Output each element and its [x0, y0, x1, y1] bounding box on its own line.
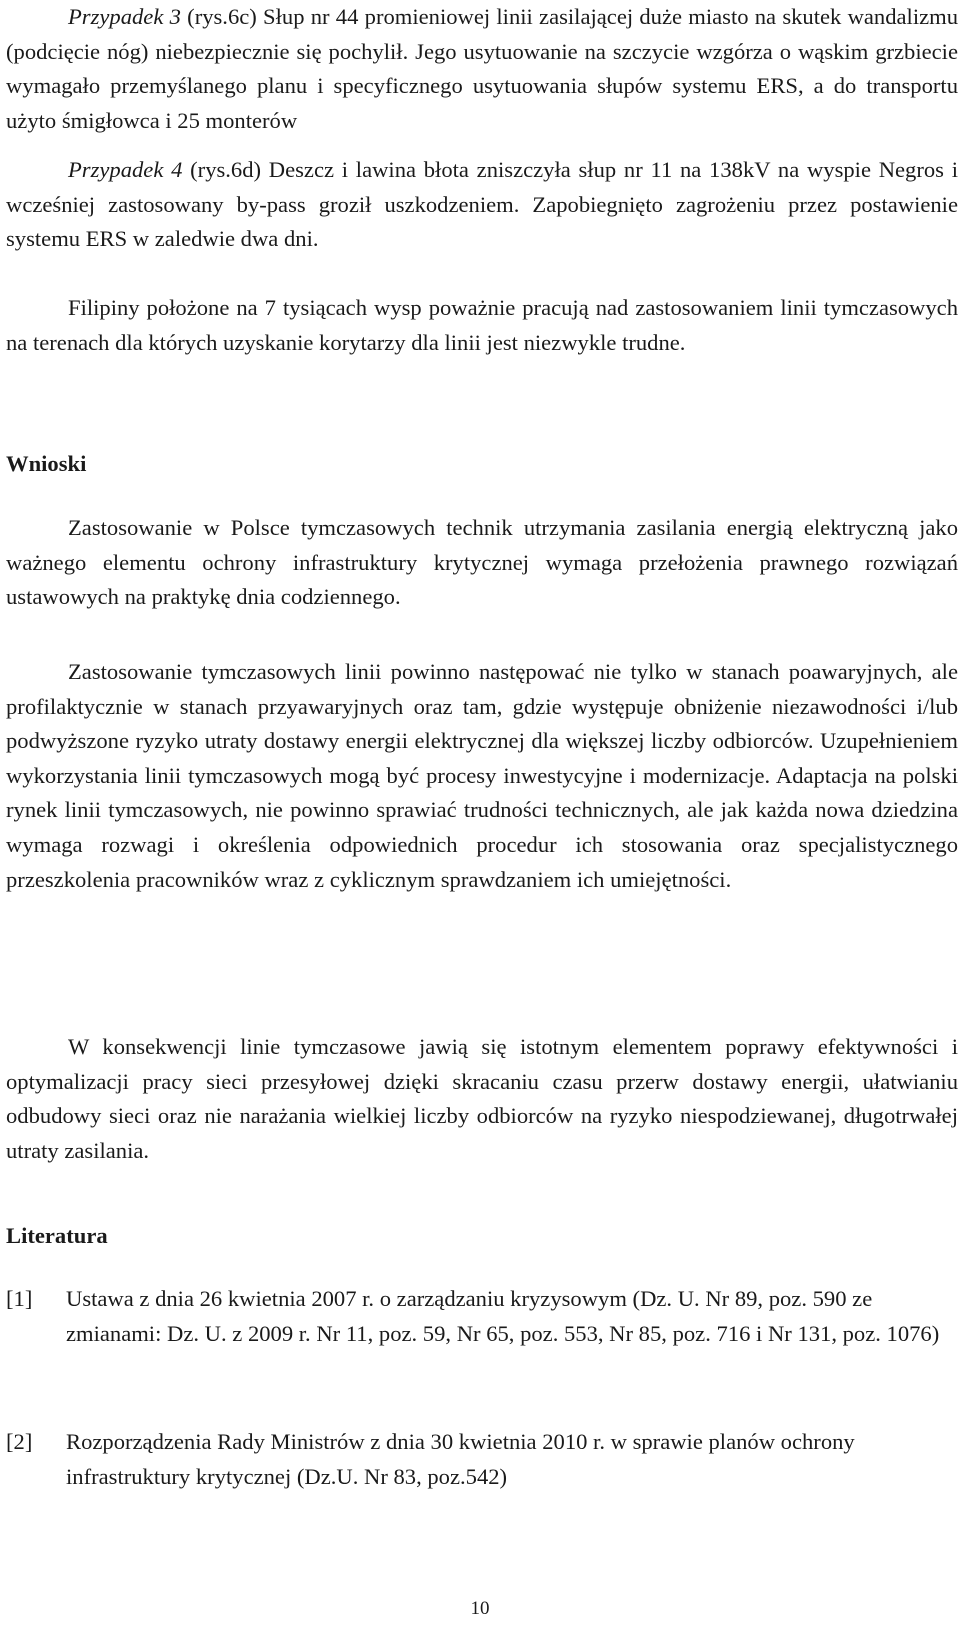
reference-text: Ustawa z dnia 26 kwietnia 2007 r. o zarządzaniu kryzysowym (Dz. U. Nr 89, poz. 590 ze zmianami: Dz. U. z 2009 r. Nr 11, poz. 59, Nr 65, poz. 553, Nr 85, poz. 716 i Nr 131, poz. 1076): [66, 1286, 940, 1346]
case3-text: (rys.6c) Słup nr 44 promieniowej linii zasilającej duże miasto na skutek wandalizmu (podcięcie nóg) niebezpiecznie się pochylił. Jego usytuowanie na szczycie wzgórza o wąskim grzbiecie wymagało przemyślanego planu i specyficznego usytuowania słupów systemu ERS, a do transportu użyto śmigłowca i 25 monterów: [6, 4, 958, 133]
case4-paragraph: [6, 153, 958, 257]
conclusions-paragraph-3: W konsekwencji linie tymczasowe jawią się istotnym elementem poprawy efektywności i optymalizacji pracy sieci przesyłowej dzięki skracaniu czasu przerw dostawy energii, ułatwianiu odbudowy sieci oraz nie narażania wielkiej liczby odbiorców na ryzyko niespodziewanej, długotrwałej utraty zasilania.: [6, 1034, 958, 1163]
reference-number: [2]: [6, 1429, 33, 1454]
philippines-paragraph: Filipiny położone na 7 tysiącach wysp poważnie pracują nad zastosowaniem linii tymczasowych na terenach dla których uzyskanie korytarzy dla linii jest niezwykle trudne.: [6, 295, 958, 355]
case4-lead: Przypadek 4: [68, 157, 183, 182]
page-number: 10: [470, 1598, 490, 1619]
reference-number: [1]: [6, 1286, 33, 1311]
conclusions-heading: Wnioski: [6, 451, 87, 476]
conclusions-paragraph-1: Zastosowanie w Polsce tymczasowych technik utrzymania zasilania energią elektryczną jako ważnego elementu ochrony infrastruktury krytycznej wymaga przełożenia prawnego rozwiązań ustawowych na praktykę dnia codziennego.: [6, 515, 958, 610]
reference-text: Rozporządzenia Rady Ministrów z dnia 30 kwietnia 2010 r. w sprawie planów ochrony infrastruktury krytycznej (Dz.U. Nr 83, poz.542): [66, 1429, 855, 1489]
reference-item-2: [6, 1425, 958, 1494]
conclusions-paragraph-2: Zastosowanie tymczasowych linii powinno następować nie tylko w stanach poawaryjnych, ale profilaktycznie w stanach przyawaryjnych oraz tam, gdzie występuje obniżenie niezawodności i/lub podwyższone ryzyko utraty dostawy energii elektrycznej dla większej liczby odbiorców. Uzupełnieniem wykorzystania linii tymczasowych mogą być procesy inwestycyjne i modernizacje. Adaptacja na polski rynek linii tymczasowych, nie powinno sprawiać trudności technicznych, ale jak każda nowa dziedzina wymaga rozwagi i określenia odpowiednich procedur ich stosowania oraz specjalistycznego przeszkolenia pracowników wraz z cyklicznym sprawdzaniem ich umiejętności.: [6, 659, 958, 892]
case3-lead: Przypadek 3: [68, 4, 181, 29]
case4-text: (rys.6d) Deszcz i lawina błota zniszczyła słup nr 11 na 138kV na wyspie Negros i wcześniej zastosowany by-pass groził uszkodzeniem. Zapobiegnięto zagrożeniu przez postawienie systemu ERS w zaledwie dwa dni.: [6, 157, 958, 252]
reference-item-1: [6, 1282, 958, 1351]
literature-heading: Literatura: [6, 1223, 108, 1248]
case3-paragraph: [6, 0, 958, 138]
